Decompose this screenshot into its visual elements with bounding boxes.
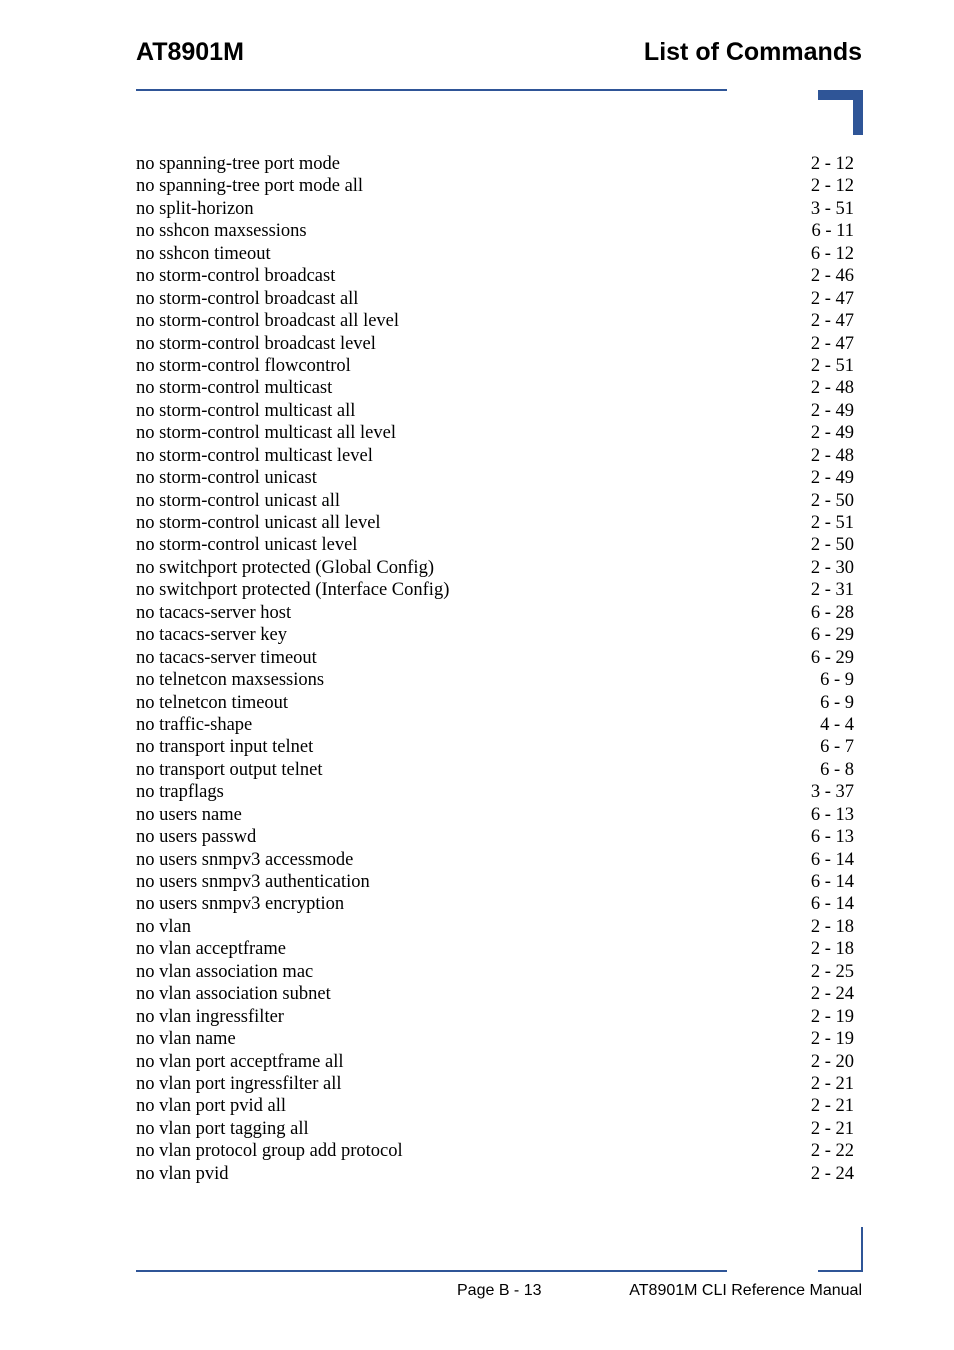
index-entry [136, 422, 854, 444]
command-name: no storm-control unicast [136, 468, 317, 489]
index-entry [136, 714, 854, 736]
page-reference: 6 - 9 [820, 692, 854, 713]
index-entry [136, 624, 854, 646]
index-entry [136, 512, 854, 534]
page-reference: 2 - 19 [810, 1029, 854, 1050]
page-reference: 2 - 21 [810, 1118, 854, 1139]
command-name: no switchport protected (Interface Config) [136, 580, 450, 601]
page-reference: 6 - 13 [810, 827, 854, 848]
command-name: no vlan port acceptframe all [136, 1051, 344, 1072]
page-reference: 2 - 22 [810, 1141, 854, 1162]
page-number: Page B - 13 [457, 1282, 542, 1299]
index-entry [136, 893, 854, 915]
command-name: no users snmpv3 accessmode [136, 849, 354, 870]
page-reference: 2 - 18 [810, 916, 854, 937]
index-entry [136, 916, 854, 938]
command-name: no split-horizon [136, 198, 254, 219]
index-entry [136, 759, 854, 781]
document-product-title: AT8901M [136, 38, 244, 66]
index-entry [136, 938, 854, 960]
command-name: no vlan acceptframe [136, 939, 286, 960]
page-reference: 6 - 29 [810, 625, 854, 646]
index-entry [136, 1051, 854, 1073]
command-name: no vlan association mac [136, 961, 314, 982]
footer-rule [136, 1270, 727, 1272]
page-reference: 2 - 21 [810, 1096, 854, 1117]
command-name: no storm-control multicast level [136, 445, 373, 466]
index-entry [136, 355, 854, 377]
command-name: no vlan association subnet [136, 984, 331, 1005]
index-entry [136, 983, 854, 1005]
page-reference: 2 - 49 [810, 468, 854, 489]
index-entry [136, 579, 854, 601]
page-reference: 6 - 13 [810, 804, 854, 825]
index-entry [136, 288, 854, 310]
header-corner-mark [818, 90, 863, 135]
index-entry [136, 153, 854, 175]
command-name: no storm-control broadcast [136, 266, 336, 287]
page-reference: 2 - 50 [810, 490, 854, 511]
index-entry [136, 265, 854, 287]
page-reference: 6 - 29 [810, 647, 854, 668]
page-reference: 2 - 51 [810, 513, 854, 533]
index-entry [136, 243, 854, 265]
command-name: no trapflags [136, 782, 224, 803]
index-entry [136, 1095, 854, 1117]
command-name: no telnetcon maxsessions [136, 670, 325, 691]
page-reference: 2 - 12 [810, 176, 854, 197]
page-reference: 2 - 47 [810, 311, 854, 332]
index-entry [136, 175, 854, 197]
manual-title: AT8901M CLI Reference Manual [629, 1282, 862, 1299]
index-entry [136, 534, 854, 556]
page-reference: 6 - 28 [810, 602, 854, 623]
command-name: no sshcon maxsessions [136, 221, 307, 242]
page-reference: 2 - 24 [810, 984, 854, 1005]
page-reference: 2 - 46 [810, 266, 854, 287]
page-reference: 2 - 18 [810, 939, 854, 960]
command-index-list [136, 153, 854, 1185]
command-name: no transport output telnet [136, 759, 323, 780]
page-reference: 6 - 9 [820, 670, 854, 691]
index-entry [136, 400, 854, 422]
index-entry [136, 602, 854, 624]
page-reference: 3 - 37 [810, 782, 854, 803]
index-entry [136, 377, 854, 399]
command-name: no tacacs-server timeout [136, 647, 317, 668]
index-entry [136, 333, 854, 355]
command-name: no storm-control unicast all [136, 490, 340, 511]
command-name: no users name [136, 804, 242, 825]
command-name: no tacacs-server key [136, 625, 287, 646]
index-entry [136, 961, 854, 983]
command-name: no telnetcon timeout [136, 692, 289, 713]
command-name: no users snmpv3 encryption [136, 894, 345, 915]
page-reference: 2 - 47 [810, 333, 854, 354]
command-name: no storm-control broadcast all level [136, 311, 400, 332]
command-name: no vlan port pvid all [136, 1096, 287, 1117]
page-reference: 6 - 8 [820, 759, 854, 780]
command-name: no vlan protocol group add protocol [136, 1141, 403, 1162]
command-name: no spanning-tree port mode all [136, 176, 364, 197]
command-name: no switchport protected (Global Config) [136, 557, 434, 578]
page-reference: 2 - 49 [810, 423, 854, 444]
page-reference: 6 - 11 [811, 221, 854, 242]
command-name: no vlan [136, 916, 191, 937]
page-reference: 2 - 48 [810, 378, 854, 399]
command-name: no vlan port ingressfilter all [136, 1073, 342, 1094]
command-name: no traffic-shape [136, 714, 253, 735]
index-entry [136, 1140, 854, 1162]
index-entry [136, 781, 854, 803]
page-reference: 6 - 7 [820, 737, 854, 758]
command-name: no vlan name [136, 1029, 236, 1050]
command-name: no storm-control multicast [136, 378, 333, 399]
command-name: no storm-control broadcast all [136, 288, 359, 309]
index-entry [136, 849, 854, 871]
command-name: no storm-control unicast level [136, 535, 358, 556]
index-entry [136, 647, 854, 669]
command-name: no storm-control multicast all level [136, 423, 396, 444]
index-entry [136, 1163, 854, 1185]
index-entry [136, 1073, 854, 1095]
index-entry [136, 669, 854, 691]
page-reference: 2 - 51 [810, 355, 854, 376]
command-name: no storm-control broadcast level [136, 333, 376, 354]
command-name: no sshcon timeout [136, 243, 271, 264]
page-reference: 2 - 19 [810, 1006, 854, 1027]
index-entry [136, 1028, 854, 1050]
index-entry [136, 692, 854, 714]
index-entry [136, 445, 854, 467]
index-entry [136, 736, 854, 758]
command-name: no users snmpv3 authentication [136, 872, 370, 892]
page-reference: 6 - 14 [810, 894, 854, 915]
command-name: no vlan pvid [136, 1163, 229, 1184]
page-reference: 2 - 20 [810, 1051, 854, 1072]
command-name: no spanning-tree port mode [136, 154, 340, 174]
index-entry [136, 490, 854, 512]
index-entry [136, 557, 854, 579]
section-title: List of Commands [643, 38, 862, 66]
header-rule [136, 89, 727, 91]
command-name: no vlan port tagging all [136, 1118, 309, 1139]
page-reference: 2 - 48 [810, 445, 854, 466]
page-reference: 2 - 25 [810, 961, 854, 982]
page-reference: 6 - 12 [810, 243, 854, 264]
index-entry [136, 198, 854, 220]
index-entry [136, 871, 854, 893]
footer-corner-mark [818, 1227, 863, 1272]
page-reference: 3 - 51 [810, 198, 854, 219]
page-reference: 6 - 14 [810, 872, 854, 892]
page-reference: 2 - 24 [810, 1163, 854, 1184]
page-reference: 2 - 12 [810, 154, 854, 174]
index-entry [136, 1006, 854, 1028]
command-name: no storm-control multicast all [136, 400, 356, 421]
command-name: no transport input telnet [136, 737, 314, 758]
index-entry [136, 826, 854, 848]
page-reference: 2 - 49 [810, 400, 854, 421]
page-reference: 2 - 47 [810, 288, 854, 309]
page-reference: 4 - 4 [820, 714, 854, 735]
command-name: no tacacs-server host [136, 602, 292, 623]
index-entry [136, 1118, 854, 1140]
page-reference: 6 - 14 [810, 849, 854, 870]
index-entry [136, 310, 854, 332]
index-entry [136, 220, 854, 242]
command-name: no users passwd [136, 827, 257, 848]
command-name: no storm-control unicast all level [136, 513, 381, 533]
command-name: no storm-control flowcontrol [136, 355, 351, 376]
page-reference: 2 - 21 [810, 1073, 854, 1094]
page-reference: 2 - 31 [810, 580, 854, 601]
page-reference: 2 - 50 [810, 535, 854, 556]
page-reference: 2 - 30 [810, 557, 854, 578]
index-entry [136, 804, 854, 826]
index-entry [136, 467, 854, 489]
command-name: no vlan ingressfilter [136, 1006, 284, 1027]
